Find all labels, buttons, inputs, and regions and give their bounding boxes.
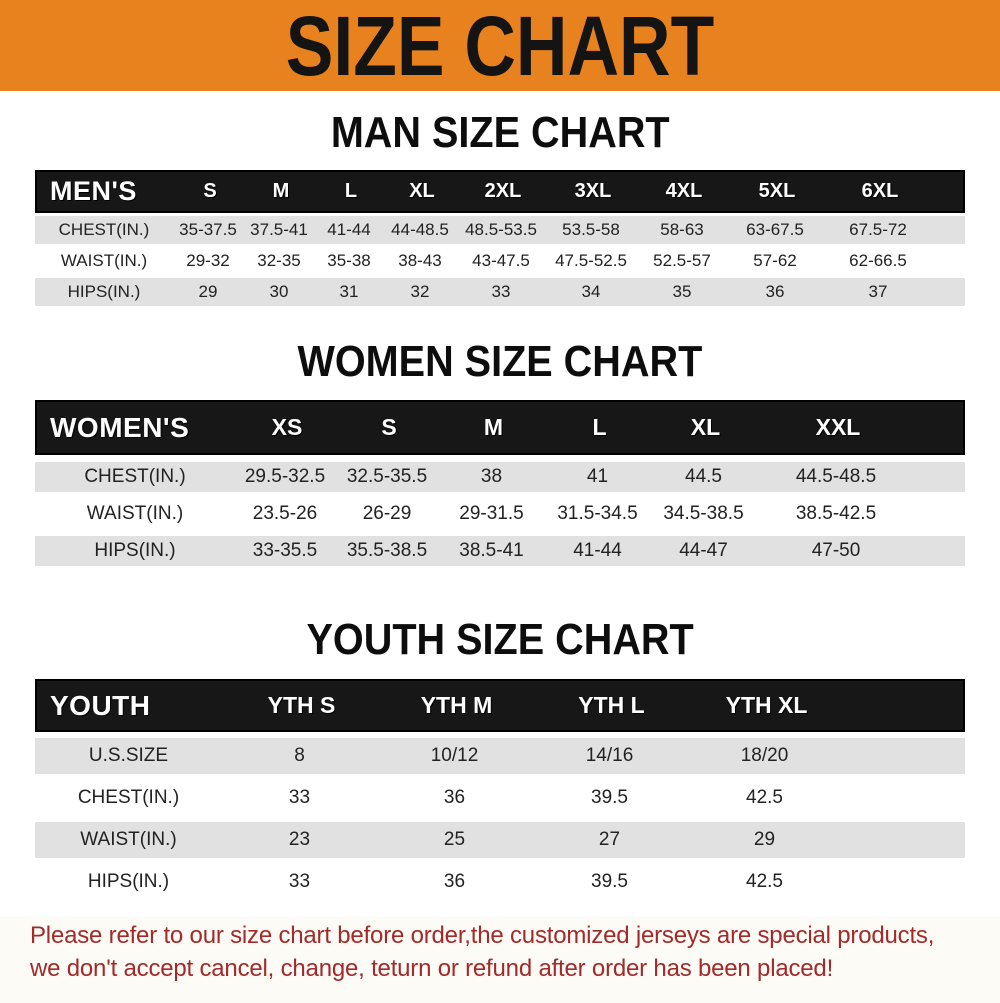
size-value: 35-38 xyxy=(327,251,371,270)
measurement-row xyxy=(35,462,965,492)
size-value: 42.5 xyxy=(746,871,783,892)
size-value: 34.5-38.5 xyxy=(663,503,744,524)
size-column-header: XXL xyxy=(815,414,861,440)
measurement-row xyxy=(35,738,965,774)
measurement-row xyxy=(35,864,965,900)
size-value: 47.5-52.5 xyxy=(555,251,627,270)
row-label: HIPS(IN.) xyxy=(94,540,176,561)
size-value: 33 xyxy=(491,282,511,301)
women-section-heading xyxy=(0,337,1000,386)
size-value: 33 xyxy=(288,787,311,808)
row-label: U.S.SIZE xyxy=(88,745,169,766)
size-value: 63-67.5 xyxy=(746,220,804,239)
size-column-header: XL xyxy=(690,414,721,440)
size-value: 37.5-41 xyxy=(250,220,308,239)
measurement-row xyxy=(35,822,965,858)
size-value: 23 xyxy=(288,829,311,850)
size-value: 58-63 xyxy=(660,220,704,239)
youth-section-heading xyxy=(0,615,1000,664)
men-section-heading-text: MAN SIZE CHART xyxy=(330,108,670,157)
size-value: 29 xyxy=(198,282,218,301)
size-column-header: L xyxy=(344,180,358,202)
row-label: WAIST(IN.) xyxy=(60,251,148,270)
size-column-header: XS xyxy=(271,414,303,440)
measurement-row xyxy=(35,247,965,275)
size-value: 44-47 xyxy=(679,540,728,561)
disclaimer xyxy=(0,917,1000,1003)
size-value: 8 xyxy=(294,745,305,766)
size-value: 30 xyxy=(269,282,289,301)
size-column-header: XL xyxy=(409,180,435,202)
men-size-table xyxy=(35,170,965,306)
youth-section-heading-text: YOUTH SIZE CHART xyxy=(306,615,694,664)
size-value: 35 xyxy=(672,282,692,301)
size-value: 18/20 xyxy=(740,745,789,766)
size-value: 23.5-26 xyxy=(252,503,318,524)
size-value: 41 xyxy=(586,466,609,487)
table-group-label: MEN'S xyxy=(50,176,137,206)
size-value: 26-29 xyxy=(362,503,412,524)
size-value: 52.5-57 xyxy=(653,251,711,270)
row-label: HIPS(IN.) xyxy=(67,282,141,301)
table-header-row xyxy=(35,170,965,213)
size-column-header: 6XL xyxy=(861,180,899,202)
size-value: 42.5 xyxy=(746,787,783,808)
row-label: CHEST(IN.) xyxy=(77,787,180,808)
size-column-header: S xyxy=(381,414,397,440)
size-value: 36 xyxy=(443,787,466,808)
men-section-heading xyxy=(0,108,1000,157)
row-label: CHEST(IN.) xyxy=(58,220,150,239)
size-value: 48.5-53.5 xyxy=(465,220,537,239)
size-value: 41-44 xyxy=(327,220,371,239)
row-label: WAIST(IN.) xyxy=(86,503,184,524)
youth-size-table xyxy=(35,679,965,900)
row-label: HIPS(IN.) xyxy=(87,871,170,892)
size-column-header: YTH L xyxy=(578,692,645,718)
size-value: 36 xyxy=(443,871,466,892)
disclaimer-line-1: Please refer to our size chart before order,the customized jerseys are special products, xyxy=(30,922,935,949)
size-value: 32.5-35.5 xyxy=(346,466,428,487)
size-value: 57-62 xyxy=(753,251,797,270)
table-header-row xyxy=(35,679,965,732)
size-value: 35-37.5 xyxy=(179,220,237,239)
measurement-row xyxy=(35,216,965,244)
size-value: 31 xyxy=(339,282,359,301)
banner-title: SIZE CHART xyxy=(285,0,715,93)
size-value: 33-35.5 xyxy=(252,540,318,561)
women-size-table xyxy=(35,400,965,566)
size-value: 44-48.5 xyxy=(391,220,449,239)
size-value: 62-66.5 xyxy=(849,251,907,270)
table-header-row xyxy=(35,400,965,455)
size-value: 37 xyxy=(868,282,888,301)
size-value: 43-47.5 xyxy=(472,251,530,270)
size-value: 39.5 xyxy=(591,787,628,808)
table-group-label: YOUTH xyxy=(50,689,151,721)
measurement-row xyxy=(35,278,965,306)
size-column-header: M xyxy=(272,180,290,202)
size-value: 35.5-38.5 xyxy=(346,540,428,561)
size-value: 33 xyxy=(288,871,311,892)
size-column-header: YTH S xyxy=(267,692,336,718)
size-value: 38.5-42.5 xyxy=(795,503,877,524)
size-value: 38.5-41 xyxy=(459,540,524,561)
size-value: 32-35 xyxy=(257,251,301,270)
size-value: 41-44 xyxy=(573,540,622,561)
size-value: 38-43 xyxy=(398,251,442,270)
size-value: 29 xyxy=(753,829,776,850)
size-column-header: YTH XL xyxy=(725,692,808,718)
size-chart-banner xyxy=(0,0,1000,95)
size-column-header: 5XL xyxy=(758,180,796,202)
size-value: 67.5-72 xyxy=(849,220,907,239)
size-value: 47-50 xyxy=(811,540,861,561)
measurement-row xyxy=(35,536,965,566)
size-value: 29.5-32.5 xyxy=(244,466,326,487)
size-value: 14/16 xyxy=(585,745,634,766)
measurement-row xyxy=(35,780,965,816)
size-value: 32 xyxy=(410,282,430,301)
row-label: WAIST(IN.) xyxy=(80,829,177,850)
size-value: 44.5-48.5 xyxy=(795,466,877,487)
size-column-header: 3XL xyxy=(574,180,612,202)
size-value: 29-31.5 xyxy=(459,503,524,524)
table-group-label: WOMEN'S xyxy=(50,411,190,443)
women-section-heading-text: WOMEN SIZE CHART xyxy=(297,337,703,386)
size-value: 34 xyxy=(581,282,601,301)
size-column-header: 2XL xyxy=(484,180,522,202)
size-value: 39.5 xyxy=(591,871,628,892)
size-value: 53.5-58 xyxy=(562,220,620,239)
size-value: 31.5-34.5 xyxy=(557,503,638,524)
size-value: 27 xyxy=(598,829,621,850)
size-value: 25 xyxy=(443,829,466,850)
size-value: 36 xyxy=(765,282,785,301)
size-value: 44.5 xyxy=(685,466,722,487)
size-column-header: S xyxy=(203,180,217,202)
size-value: 10/12 xyxy=(430,745,479,766)
disclaimer-line-2: we don't accept cancel, change, teturn or refund after order has been placed! xyxy=(30,955,834,982)
size-column-header: 4XL xyxy=(665,180,703,202)
size-column-header: YTH M xyxy=(420,692,493,718)
row-label: CHEST(IN.) xyxy=(84,466,186,487)
measurement-row xyxy=(35,499,965,529)
size-value: 29-32 xyxy=(186,251,230,270)
size-value: 38 xyxy=(480,466,503,487)
size-column-header: L xyxy=(592,414,607,440)
size-column-header: M xyxy=(483,414,504,440)
